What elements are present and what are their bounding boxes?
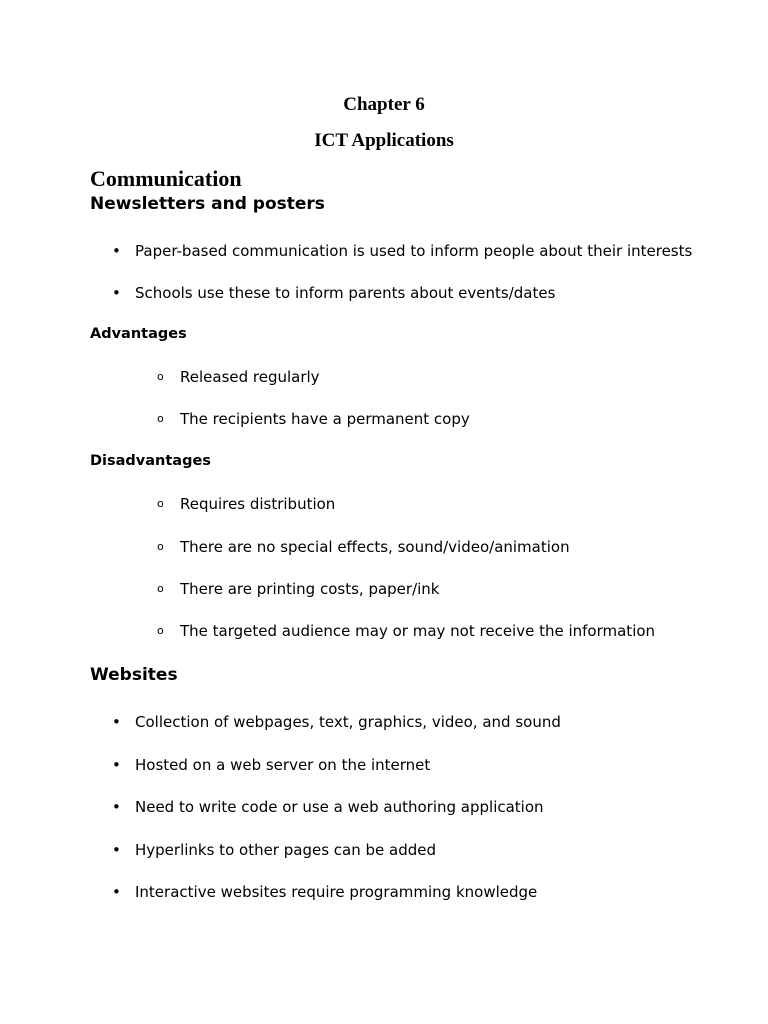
list-item bbox=[0, 538, 768, 560]
list-item bbox=[0, 242, 768, 264]
bullet-icon: • bbox=[112, 713, 121, 731]
list-item bbox=[0, 756, 768, 778]
bullet-icon: • bbox=[112, 841, 121, 859]
list-item bbox=[0, 580, 768, 602]
bullet-icon: • bbox=[112, 284, 121, 302]
sub-bullet-icon: o bbox=[157, 540, 164, 553]
chapter-title: ICT Applications bbox=[314, 130, 454, 151]
list-item-text: Interactive websites require programming knowledge bbox=[135, 883, 538, 901]
disadvantages-heading: Disadvantages bbox=[90, 453, 211, 469]
sub-bullet-icon: o bbox=[157, 370, 164, 383]
list-item bbox=[0, 841, 768, 863]
sub-bullet-icon: o bbox=[157, 582, 164, 595]
bullet-icon: • bbox=[112, 756, 121, 774]
advantages-heading: Advantages bbox=[90, 326, 187, 342]
sub-bullet-icon: o bbox=[157, 624, 164, 637]
subsection-heading-newsletters: Newsletters and posters bbox=[90, 194, 325, 214]
list-item-text: Schools use these to inform parents about events/dates bbox=[135, 284, 556, 302]
list-item bbox=[0, 410, 768, 432]
list-item-text: Hosted on a web server on the internet bbox=[135, 756, 431, 774]
list-item bbox=[0, 883, 768, 905]
list-item bbox=[0, 622, 768, 644]
list-item-text: The recipients have a permanent copy bbox=[180, 410, 470, 428]
bullet-icon: • bbox=[112, 883, 121, 901]
bullet-icon: • bbox=[112, 798, 121, 816]
sub-bullet-icon: o bbox=[157, 497, 164, 510]
list-item-text: Released regularly bbox=[180, 368, 320, 386]
list-item bbox=[0, 495, 768, 517]
list-item-text: Paper-based communication is used to inform people about their interests bbox=[135, 242, 693, 260]
list-item bbox=[0, 798, 768, 820]
subsection-heading-websites: Websites bbox=[90, 665, 178, 685]
list-item-text: Collection of webpages, text, graphics, video, and sound bbox=[135, 713, 561, 731]
list-item bbox=[0, 368, 768, 390]
section-heading-communication: Communication bbox=[90, 166, 242, 191]
list-item-text: There are no special effects, sound/video/animation bbox=[180, 538, 570, 556]
list-item-text: The targeted audience may or may not receive the information bbox=[180, 622, 656, 640]
sub-bullet-icon: o bbox=[157, 412, 164, 425]
list-item-text: Hyperlinks to other pages can be added bbox=[135, 841, 437, 859]
bullet-icon: • bbox=[112, 242, 121, 260]
list-item-text: There are printing costs, paper/ink bbox=[180, 580, 440, 598]
list-item-text: Need to write code or use a web authoring application bbox=[135, 798, 544, 816]
list-item-text: Requires distribution bbox=[180, 495, 336, 513]
list-item bbox=[0, 713, 768, 735]
chapter-label: Chapter 6 bbox=[343, 94, 425, 115]
list-item bbox=[0, 284, 768, 306]
